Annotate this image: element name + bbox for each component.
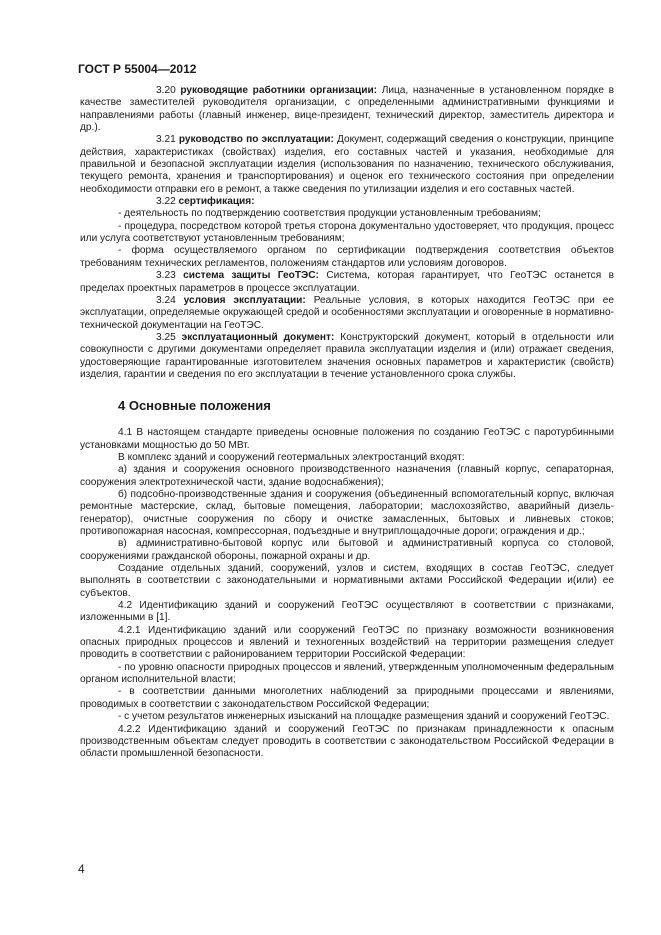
- term-name: руководство по эксплуатации:: [178, 134, 334, 146]
- document-code-header: ГОСТ Р 55004—2012: [78, 62, 197, 76]
- term-number: 3.22: [156, 196, 176, 208]
- term-entry: [80, 134, 614, 196]
- term-number: 3.25: [156, 331, 176, 343]
- term-entry: [80, 270, 614, 295]
- paragraph: 4.1 В настоящем стандарте приведены основные положения по созданию ГеоТЭС с паротурбинными установками мощностью до 50 МВт.: [80, 427, 614, 451]
- term-definition: Конструкторский документ, который в отдельности или совокупности с другими документами определяет правила эксплуатации изделия и (или) отражает сведения, удостоверяющие гарантированные изготовителем значения основных параметров и характеристик (свойств) изделия, гарантии и сведения по его эксплуатации в течение установленного срока службы.: [80, 331, 614, 380]
- paragraph: 4.2.1 Идентификацию зданий или сооружений ГеоТЭС по признаку возможности возникновения опасных природных процессов и явлений и техногенных воздействий на территории размещения следует проводить в соответствии с районированием территории Российской Федерации:: [80, 624, 614, 661]
- definition-item: - процедура, посредством которой третья сторона документально удостоверяет, что продукция, процесс или услуга соответствуют установленным требованиям;: [80, 220, 614, 245]
- term-name: сертификация:: [178, 196, 255, 208]
- document-body: [80, 85, 614, 761]
- paragraph: 4.2 Идентификацию зданий и сооружений ГеоТЭС осуществляют в соответствии с признаками, изложенными в [1].: [80, 600, 614, 624]
- paragraph: В комплекс зданий и сооружений геотермальных электростанций входят:: [118, 451, 465, 463]
- term-number: 3.24: [156, 294, 176, 306]
- term-entry: [80, 332, 614, 381]
- page-number: 4: [78, 862, 85, 876]
- term-entry: [80, 196, 614, 208]
- definition-item: - деятельность по подтверждению соответствия продукции установленным требованиям;: [118, 208, 541, 220]
- term-definition: Реальные условия, в которых находится ГеоТЭС при ее эксплуатации, определяемые окружающей средой и особенностями эксплуатации и оговоренные в нормативно-технической документации на ГеоТЭС.: [80, 294, 614, 331]
- definition-item: - форма осуществляемого органом по сертификации подтверждения соответствия объектов требованиям технических регламентов, положениям стандартов или условиям договоров.: [80, 245, 614, 269]
- paragraph: 4.2.2 Идентификацию зданий и сооружений ГеоТЭС по признакам принадлежности к опасным производственным объектам следует проводить в соответствии с законодательством Российской Федерации в области промышленной безопасности.: [80, 723, 614, 760]
- term-definition: Система, которая гарантирует, что ГеоТЭС останется в пределах проектных параметров в процессе эксплуатации.: [80, 270, 614, 294]
- term-name: руководящие работники организации:: [180, 85, 378, 96]
- paragraph: а) здания и сооружения основного производственного назначения (главный корпус, сепараторная, сооружения электротехнической части, здание водоснабжения);: [80, 464, 614, 488]
- term-number: 3.21: [156, 134, 176, 146]
- term-definition: Лица, назначенные в установленном порядке в качестве заместителей руководителя организации, с определенными административными функциями и направлениями работы (главный инженер, вице-президент, технический директор, заместитель директора и др.).: [80, 85, 614, 134]
- term-number: 3.23: [156, 270, 176, 282]
- section-heading: 4 Основные положения: [118, 398, 271, 414]
- term-number: 3.20: [156, 85, 176, 96]
- term-entry: [80, 85, 614, 134]
- term-entry: [80, 295, 614, 332]
- term-name: условия эксплуатации:: [183, 294, 306, 306]
- paragraph: б) подсобно-производственные здания и сооружения (объединенный вспомогательный корпус, включая ремонтные мастерские, склад, бытовые помещения, лаборатории; маслохозяйство, аварийный дизель-генератор), очистные сооружения по сбору и очистке замасленных, бытовых и ливневых стоков; противопожарная насосная, компрессорная, подъездные и внутриплощадочные дороги; ограждения и др.;: [80, 488, 614, 537]
- paragraph: - по уровню опасности природных процессов и явлений, утвержденным уполномоченным федеральным органом исполнительной власти;: [80, 661, 614, 686]
- paragraph: - в соответствии данными многолетних наблюдений за природными процессами и явлениями, проводимых в соответствии с законодательством Российской Федерации;: [80, 686, 614, 710]
- paragraph: в) административно-бытовой корпус или бытовой и административный корпуса со столовой, сооружениями гражданской обороны, пожарной охраны и др.: [80, 538, 614, 562]
- term-name: эксплуатационный документ:: [181, 331, 335, 343]
- paragraph: Создание отдельных зданий, сооружений, узлов и систем, входящих в состав ГеоТЭС, следует выполнять в соответствии с законодательными и нормативными актами Российской Федерации и(или) ее субъектов.: [80, 563, 614, 599]
- paragraph: - с учетом результатов инженерных изысканий на площадке размещения зданий и сооружений ГеоТЭС.: [118, 711, 610, 723]
- term-name: система защиты ГеоТЭС:: [183, 270, 319, 282]
- term-definition: Документ, содержащий сведения о конструкции, принципе действия, характеристиках (свойствах) изделия, его составных частей и указания, необходимые для правильной и безопасной эксплуатации изделия (использования по назначению, технического обслуживания, текущего ремонта, хранения и транспортирования) и оценок его технического состояния при определении необходимости отправки его в ремонт, а также сведения по утилизации изделия и его составных частей.: [80, 134, 614, 195]
